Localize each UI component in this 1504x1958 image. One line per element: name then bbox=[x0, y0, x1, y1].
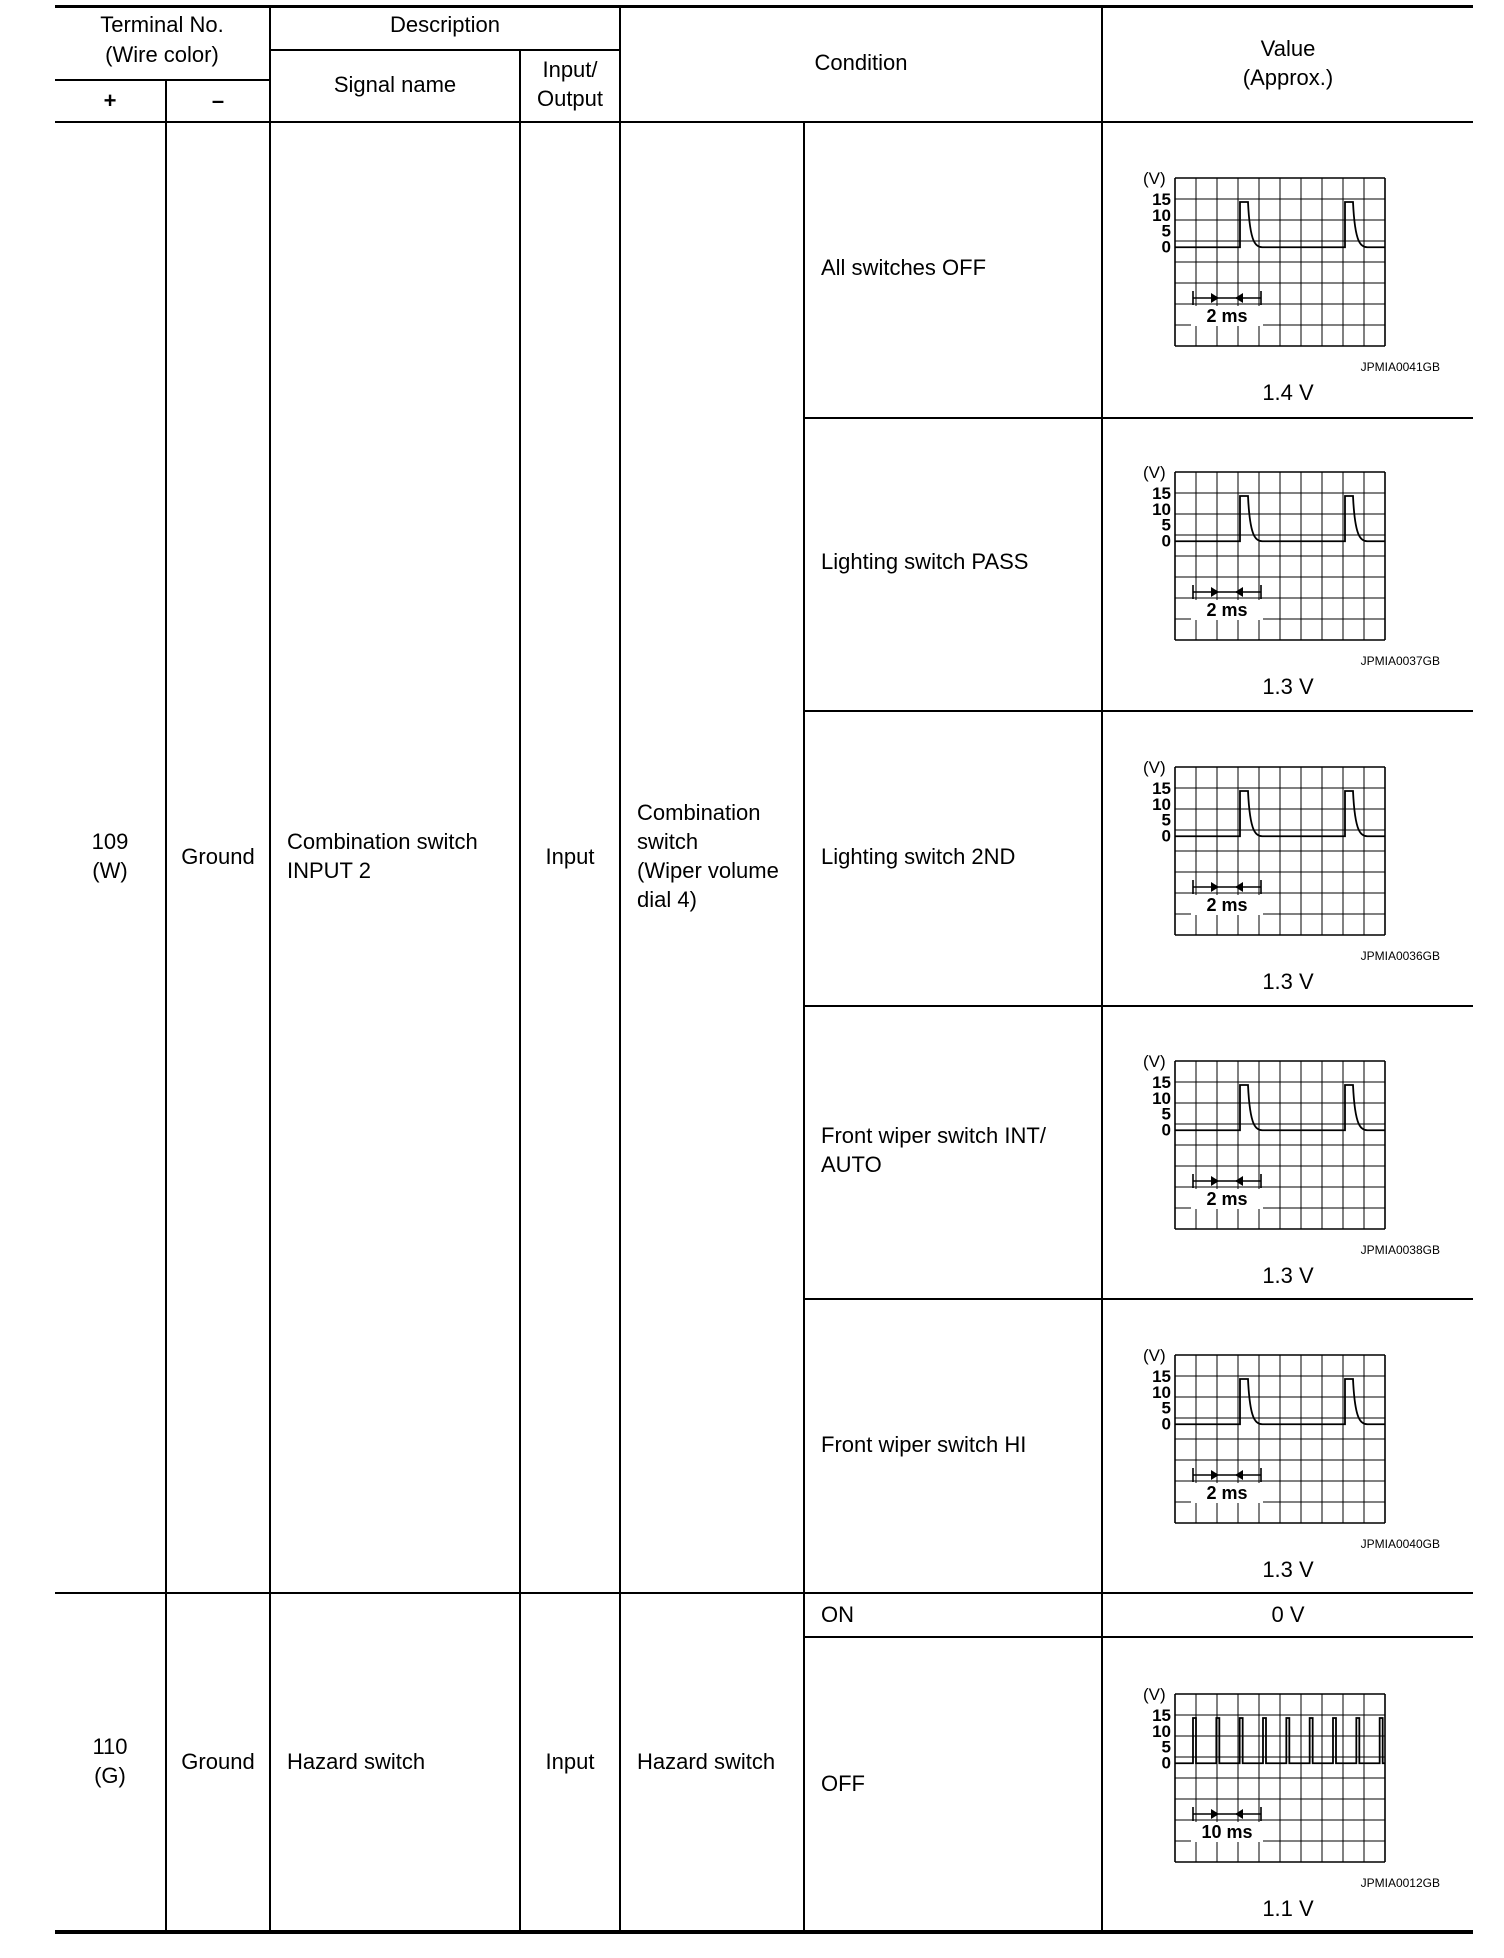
waveform-chart bbox=[1138, 1041, 1438, 1271]
scope-svg bbox=[1138, 1674, 1438, 1904]
scope-time-label: 2 ms bbox=[1206, 895, 1248, 915]
scope-svg bbox=[1138, 1335, 1438, 1565]
waveform-chart bbox=[1138, 452, 1438, 682]
row-divider bbox=[55, 1592, 1473, 1594]
header-signal-name: Signal name bbox=[333, 72, 457, 97]
header-minus: – bbox=[211, 88, 225, 113]
scope-tick: 10 bbox=[1152, 1721, 1171, 1741]
condition-name: Lighting switch 2ND bbox=[821, 844, 1016, 869]
col-rule bbox=[1101, 5, 1103, 1932]
scope-tick: 0 bbox=[1161, 531, 1171, 551]
scope-svg bbox=[1138, 747, 1438, 977]
scope-tick: 15 bbox=[1152, 1073, 1171, 1092]
terminal-109: 109 (W) bbox=[91, 829, 129, 883]
signal-109: Combination switch INPUT 2 bbox=[287, 829, 478, 883]
scope-tick: 5 bbox=[1161, 810, 1171, 830]
scope-time-label: 2 ms bbox=[1206, 306, 1248, 326]
header-condition: Condition bbox=[814, 50, 908, 75]
col-rule bbox=[619, 5, 621, 1932]
scope-tick: 15 bbox=[1152, 779, 1171, 798]
scope-unit: (V) bbox=[1143, 758, 1166, 777]
condition-name: All switches OFF bbox=[821, 255, 987, 280]
io-110: Input bbox=[545, 1749, 595, 1774]
ground-110: Ground bbox=[181, 1749, 255, 1774]
scope-time-marker bbox=[1193, 291, 1261, 305]
scope-tick: 10 bbox=[1152, 205, 1171, 225]
scope-tick: 10 bbox=[1152, 794, 1171, 814]
waveform-chart bbox=[1138, 1335, 1438, 1565]
rule bbox=[804, 1636, 1473, 1638]
scope-time-marker bbox=[1193, 1174, 1261, 1188]
ground-109: Ground bbox=[181, 844, 255, 869]
scope-tick: 5 bbox=[1161, 221, 1171, 241]
scope-tick: 0 bbox=[1161, 1414, 1171, 1434]
scope-time-marker bbox=[1193, 880, 1261, 894]
scope-time-marker bbox=[1193, 1807, 1261, 1821]
value-label: 1.3 V bbox=[1262, 1557, 1314, 1582]
terminal-110: 110 (G) bbox=[92, 1734, 128, 1788]
header-input-output: Input/ Output bbox=[536, 57, 604, 111]
rule bbox=[804, 1298, 1473, 1300]
scope-svg bbox=[1138, 452, 1438, 682]
scope-tick: 5 bbox=[1161, 1104, 1171, 1124]
scope-tick: 5 bbox=[1161, 515, 1171, 535]
condition-name: Front wiper switch INT/ AUTO bbox=[821, 1123, 1046, 1177]
scope-time-label: 2 ms bbox=[1206, 1483, 1248, 1503]
value-label: 1.3 V bbox=[1262, 674, 1314, 699]
scope-svg bbox=[1138, 1041, 1438, 1271]
scope-tick: 0 bbox=[1161, 237, 1171, 257]
col-rule bbox=[519, 49, 521, 1932]
scope-tick: 15 bbox=[1152, 1367, 1171, 1386]
scope-tick: 0 bbox=[1161, 1753, 1171, 1773]
scope-tick: 10 bbox=[1152, 1088, 1171, 1108]
value-label: 1.4 V bbox=[1262, 380, 1314, 405]
scope-tick: 0 bbox=[1161, 826, 1171, 846]
figure-id: JPMIA0037GB bbox=[1360, 654, 1440, 668]
rule bbox=[804, 710, 1473, 712]
rule bbox=[55, 79, 270, 81]
scope-tick: 0 bbox=[1161, 1120, 1171, 1140]
scope-tick: 10 bbox=[1152, 1382, 1171, 1402]
condition-name: ON bbox=[821, 1602, 854, 1627]
rule bbox=[804, 1005, 1473, 1007]
scope-time-marker bbox=[1193, 1468, 1261, 1482]
table-top-rule bbox=[55, 5, 1473, 8]
signal-110: Hazard switch bbox=[287, 1749, 426, 1774]
scope-time-label: 10 ms bbox=[1201, 1822, 1253, 1842]
col-rule bbox=[165, 79, 167, 1932]
scope-unit: (V) bbox=[1143, 1052, 1166, 1071]
value-label: 1.3 V bbox=[1262, 969, 1314, 994]
scope-tick: 15 bbox=[1152, 1706, 1171, 1725]
header-bottom-rule bbox=[55, 121, 1473, 123]
rule bbox=[804, 417, 1473, 419]
scope-tick: 15 bbox=[1152, 190, 1171, 209]
condition-name: OFF bbox=[821, 1771, 865, 1796]
io-109: Input bbox=[545, 844, 595, 869]
condition-name: Lighting switch PASS bbox=[821, 549, 1029, 574]
scope-unit: (V) bbox=[1143, 463, 1166, 482]
header-wire-color: (Wire color) bbox=[105, 42, 219, 67]
condition-group-110: Hazard switch bbox=[637, 1749, 776, 1774]
header-plus: + bbox=[103, 88, 117, 113]
scope-tick: 15 bbox=[1152, 484, 1171, 503]
header-value: Value (Approx.) bbox=[1242, 36, 1334, 90]
scope-tick: 5 bbox=[1161, 1737, 1171, 1757]
col-rule bbox=[803, 121, 805, 1932]
waveform-chart bbox=[1138, 1674, 1438, 1904]
header-terminal-no: Terminal No. bbox=[100, 12, 224, 37]
scope-tick: 5 bbox=[1161, 1398, 1171, 1418]
figure-id: JPMIA0041GB bbox=[1360, 360, 1440, 374]
waveform-chart bbox=[1138, 158, 1438, 388]
figure-id: JPMIA0040GB bbox=[1360, 1537, 1440, 1551]
rule bbox=[270, 49, 620, 51]
scope-time-label: 2 ms bbox=[1206, 600, 1248, 620]
scope-tick: 10 bbox=[1152, 499, 1171, 519]
value-label: 1.3 V bbox=[1262, 1263, 1314, 1288]
scope-time-marker bbox=[1193, 585, 1261, 599]
scope-unit: (V) bbox=[1143, 169, 1166, 188]
scope-svg bbox=[1138, 158, 1438, 388]
scope-unit: (V) bbox=[1143, 1685, 1166, 1704]
condition-name: Front wiper switch HI bbox=[821, 1432, 1027, 1457]
figure-id: JPMIA0012GB bbox=[1360, 1876, 1440, 1890]
col-rule bbox=[269, 5, 271, 1932]
figure-id: JPMIA0036GB bbox=[1360, 949, 1440, 963]
header-description: Description bbox=[389, 12, 501, 37]
value-label: 1.1 V bbox=[1262, 1896, 1314, 1921]
value-label: 0 V bbox=[1271, 1602, 1305, 1627]
table-bottom-rule bbox=[55, 1930, 1473, 1934]
waveform-chart bbox=[1138, 747, 1438, 977]
scope-time-label: 2 ms bbox=[1206, 1189, 1248, 1209]
scope-unit: (V) bbox=[1143, 1346, 1166, 1365]
figure-id: JPMIA0038GB bbox=[1360, 1243, 1440, 1257]
condition-group-109: Combination switch (Wiper volume dial 4) bbox=[637, 800, 779, 912]
